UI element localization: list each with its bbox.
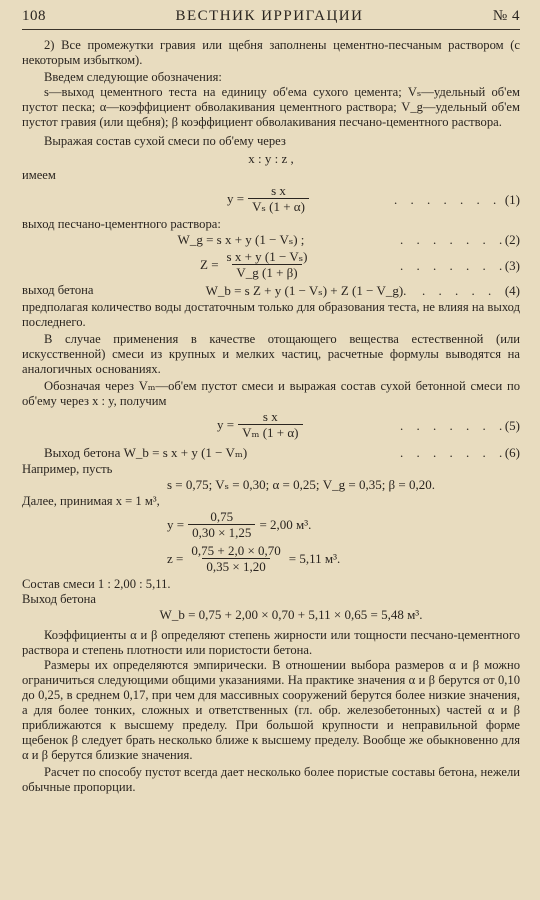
- equation-xyz: x : y : z ,: [248, 151, 294, 166]
- equation-4: W_b = s Z + y (1 − Vₛ) + Z (1 − V_g). . . . . . (4): [205, 283, 520, 298]
- paragraph: Далее, принимая x = 1 м³,: [22, 494, 160, 508]
- paragraph: s—выход цементного теста на единицу об'ема сухого цемента; Vₛ—удельный об'ем пустот песка; α—коэффициент обволакивания цементного раствора; V_g—удельный об'ем пустот гравия (или щебня); β коэффициент обволакивания песчано-цементного раствора.: [22, 85, 520, 129]
- paragraph: 2) Все промежутки гравия или щебня заполнены цементно-песчаным раствором (с некоторым избытком).: [22, 38, 520, 67]
- paragraph: Выражая состав сухой смеси по об'ему через: [44, 134, 286, 148]
- paragraph: Состав смеси 1 : 2,00 : 5,11.: [22, 577, 171, 591]
- equation-wb-example: W_b = 0,75 + 2,00 × 0,70 + 5,11 × 0,65 = 5,48 м³.: [159, 607, 423, 622]
- paragraph: Выход бетона: [22, 592, 96, 606]
- equation-1: y = $\frac{\text{s x}}{\text{Vₛ (1 + α)}}$ . . . . . . . (1): [227, 183, 520, 214]
- paragraph: Например, пусть: [22, 462, 113, 476]
- paragraph: Коэффициенты α и β определяют степень жирности или тощности песчано-цементного раствора и степень плотности или пористости бетона.: [22, 628, 520, 657]
- equation-number: (3): [504, 258, 520, 273]
- paragraph: В случае применения в качестве отощающего вещества естественной (или искусственной) смеси из крупных и мелких частиц, расчетные формулы выводятся на аналогичных основаниях.: [22, 332, 520, 376]
- issue-number: № 4: [492, 8, 520, 24]
- equation-y-example: y = $\frac{0,75}{0,30 \times 1,25}$ = 2,00 м³.: [167, 509, 312, 540]
- equation-2: W_g = s x + y (1 − Vₛ) ; . . . . . . . (2): [177, 232, 520, 247]
- paragraph: Введем следующие обозначения:: [44, 70, 222, 84]
- equation-3: Z = $\frac{\text{s x + y (1 − Vₛ)}}{V\_g (1 + \beta)}$ . . . . . . . (3): [200, 249, 520, 280]
- equation-z-example: z = $\frac{0,75 + 2,0 \times 0,70}{0,35 \times 1,20}$ = 5,11 м³.: [167, 543, 341, 574]
- equation-6: Выход бетона W_b = s x + y (1 − Vₘ) . . . . . . . (6): [44, 445, 520, 460]
- journal-title: ВЕСТНИК ИРРИГАЦИИ: [175, 8, 364, 24]
- page-number: 108: [22, 8, 46, 24]
- paragraph: Расчет по способу пустот всегда дает несколько более пористые составы бетона, нежели обычные пропорции.: [22, 765, 520, 794]
- paragraph: имеем: [22, 168, 56, 182]
- equation-params: s = 0,75; Vₛ = 0,30; α = 0,25; V_g = 0,35; β = 0,20.: [166, 477, 435, 492]
- equation-number: (2): [504, 232, 520, 247]
- paragraph: предполагая количество воды достаточным только для образования теста, не влияя на выход последнего.: [22, 300, 520, 329]
- paragraph: Обозначая через Vₘ—об'ем пустот смеси и выражая состав сухой бетонной смеси по об'ему через x : y, получим: [22, 379, 520, 408]
- equation-number: (1): [504, 192, 520, 207]
- equation-5: y = $\frac{\text{s x}}{\text{Vₘ (1 + α)}}$ . . . . . . . (5): [217, 409, 520, 440]
- equation-number: (6): [504, 445, 520, 460]
- equation-number: (5): [504, 418, 520, 433]
- paragraph: выход песчано-цементного раствора:: [22, 217, 221, 231]
- paragraph: Размеры их определяются эмпирически. В отношении выбора размеров α и β можно ограничиться следующими общими указаниями. На практике значения α и β берутся от 0,10 до 0,25, в среднем 0,17, при чем для массивных сооружений берутся более низкие значения, а для более тонких, сложных и ответственных (гл. обр. железобетонных) частей α и β приближаются к высшему пределу. При большой крупности и неправильной форме щебенок β следует брать несколько ближе к высшему пределу. Вообще же обыкновенно для α и β берутся близкие значения.: [22, 658, 520, 762]
- page-header: [22, 8, 520, 25]
- header-rule: [22, 29, 520, 30]
- equation-number: (4): [504, 283, 520, 298]
- paragraph: выход бетона: [22, 283, 94, 297]
